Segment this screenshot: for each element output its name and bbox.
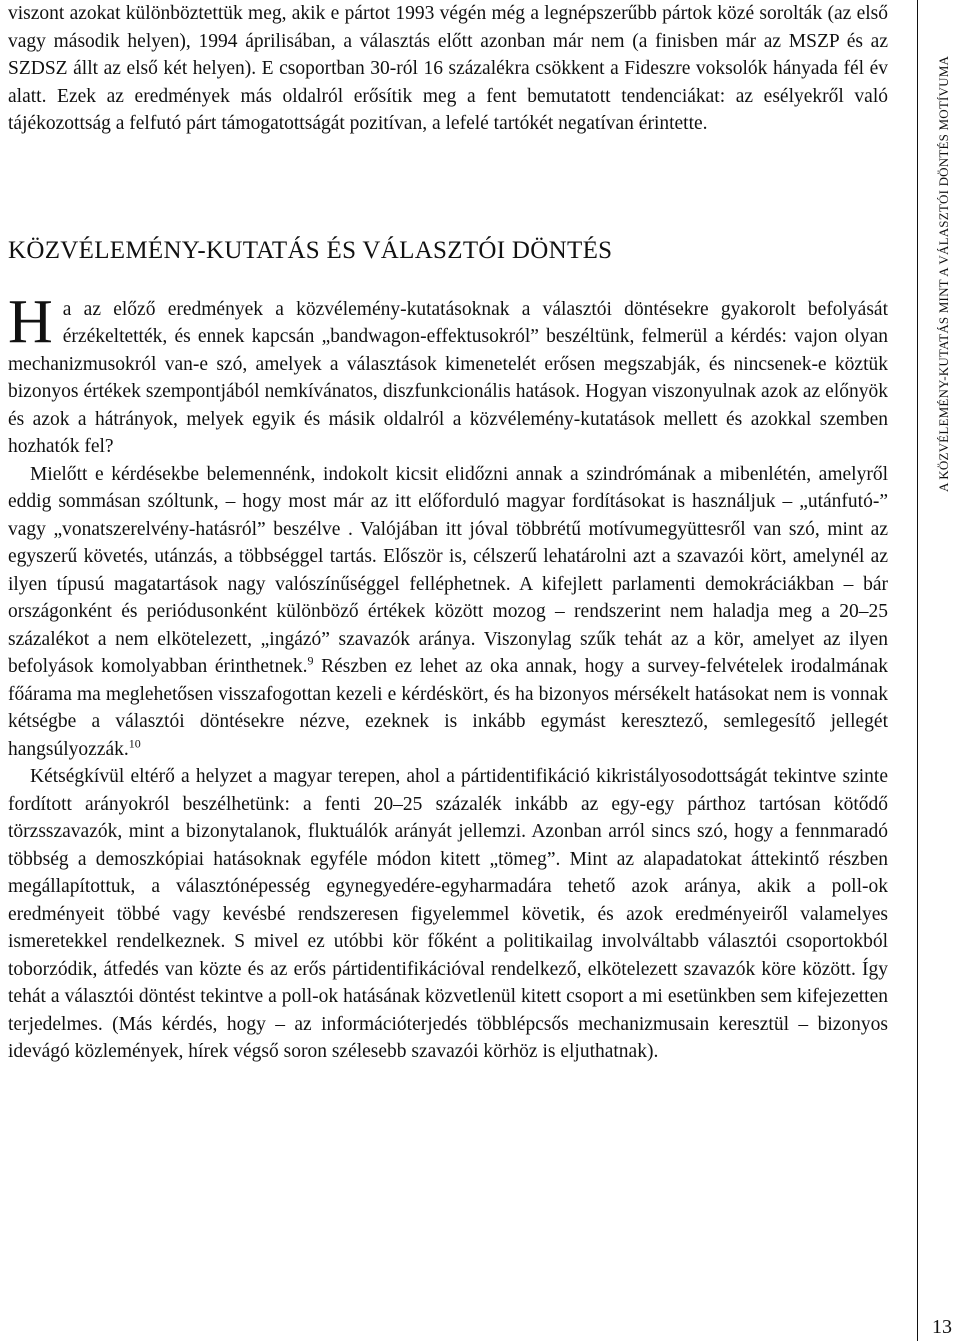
body-paragraph-2-text-b: Részben ez lehet az oka annak, hogy a survey-felvételek irodalmának főárama ma meglehetősen visszafogottan kezeli e kérdéskört, és ha bizonyos mérsékelt hatásokat nem is vonnak kétségbe a választói döntésekre nézve, ezeknek is inkább egymást keresztező, semlegesítő jellegét hangsúlyozzák. [8,656,889,760]
running-head [928,0,960,548]
margin-rule [917,0,918,1341]
drop-cap: H [8,287,53,356]
page-number: 13 [932,1316,952,1338]
running-head-text: A KÖZVÉLEMÉNY-KUTATÁS MINT A VÁLASZTÓI DÖNTÉS MOTÍVUMA [936,55,952,493]
body-paragraph-2-text-a: Mielőtt e kérdésekbe belemennénk, indokolt kicsit elidőzni annak a szindrómának a mibenlétén, amelyről eddig sommásan szóltunk, – hogy most már az itt előforduló magyar fordításokat is használjuk – „utánfutó-” vagy „vonatszerelvény-hatásról” beszélve . Valójában itt jóval többrétű motívumegyüttesről van szó, mint az egyszerű követés, utánzás, a többséggel tartás. Először is, célszerű lehatárolni azt a szavazói kört, amelynél az ilyen típusú magatartások nagy valószínűséggel felléphetnek. A kifejlett parlamenti demokráciákban – bár országonként és periódusonként különböző értékek között mozog – rendszerint nem haladja meg a 20–25 százalékot a nem elkötelezett, „ingázó” szavazók aránya. Viszonylag szűk tehát az a kör, amelyet az ilyen befolyások komolyabban érinthetnek. [8,463,888,677]
body-paragraph-3: Kétségkívül eltérő a helyzet a magyar terepen, ahol a pártidentifikáció kikristályosodottságát tekintve szinte fordított arányokról beszélhetünk: a fenti 20–25 százalék inkább az egy-egy párthoz tartósan kötődő törzsszavazók, mint a bizonytalanok, fluktuálók arányát jellemzi. Azonban arról sincs szó, hogy a fennmaradó többség a demoszkópiai hatásoknak egyféle módon kitett „tömeg”. Mint az alapadatokat áttekintő részben megállapítottuk, a választónépesség egynegyedére-egyharmadára tehető azok aránya, akik a poll-ok eredményeit többé vagy kevésbé rendszeresen figyelemmel követik, és azok eredményeiről valamelyes ismeretekkel rendelkeznek. S mivel ez utóbbi kör főként a politikailag involváltabb választói csoportokból toborzódik, átfedés van közte és az erős pártidentifikációval rendelkező, elkötelezett szavazók köre között. Így tehát a választói döntést tekintve a poll-ok hatásának közvetlenül kitett csoport a mi esetünkben sem kifejezetten terjedelmes. (Más kérdés, hogy – az információterjedés többlépcsős mechanizmusain keresztül – bizonyos idevágó közlemények, hírek végső soron szélesebb szavazói körhöz is eljuthatnak). [8,766,888,1062]
body-paragraph-2 [8,461,888,764]
footnote-ref-10: 10 [128,736,141,750]
footnote-ref-9: 9 [307,653,314,668]
intro-paragraph: viszont azokat különböztettük meg, akik e pártot 1993 végén még a legnépszerűbb pártok közé sorolták (az első vagy második helyen), 1994 áprilisában, a választás előtt azonban már nem (a finisben már az MSZP és az SZDSZ állt az első két helyen). E csoportban 30-ról 16 százalékra csökkent a Fideszre voksolók hányada fél év alatt. Ezek az eredmények más oldalról erősítik meg a fent bemutatott tendenciákat: az esélyekről való tájékozottság a felfutó párt támogatottságát pozitívan, a lefelé tartókét negatívan érintette. [8,3,888,134]
section-heading: KÖZVÉLEMÉNY-KUTATÁS ÉS VÁLASZTÓI DÖNTÉS [8,236,613,264]
body-paragraph-1 [8,287,888,461]
body-paragraph-1-text: a az előző eredmények a közvélemény-kutatásoknak a választói döntésekre gyakorolt befolyását érzékeltették, és ennek kapcsán „bandwagon-effektusokról” beszéltünk, felmerül a kérdés: vajon olyan mechanizmusokról van-e szó, amelyek a választások kimenetelét erősen megszabják, és nincsenek-e köztük bizonyos értékek szempontjából nemkívánatos, diszfunkcionális hatások. Hogyan viszonyulnak azok az előnyök és azok a hátrányok, melyek egyik és másik oldalról a közvélemény-kutatások mellett és azokkal szemben hozhatók fel? [8,298,888,457]
text-column [8,0,888,1066]
